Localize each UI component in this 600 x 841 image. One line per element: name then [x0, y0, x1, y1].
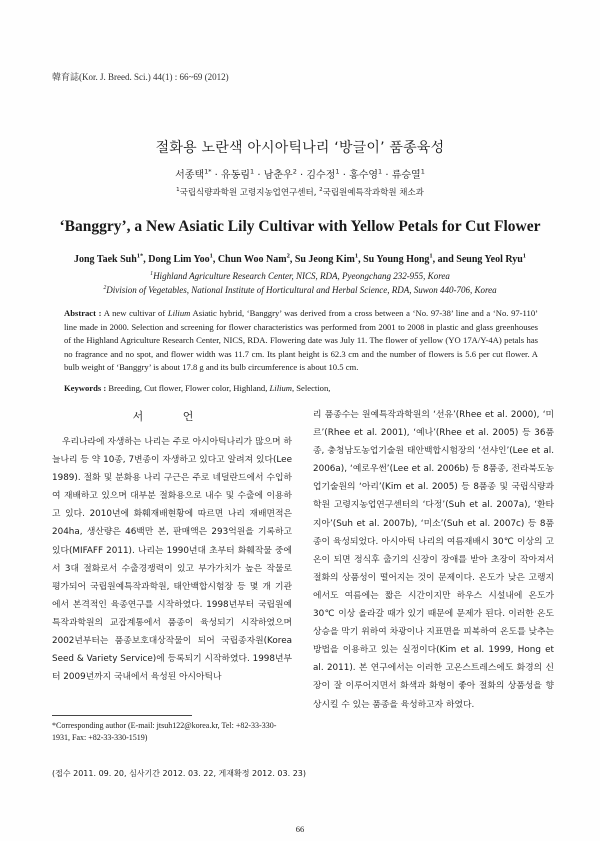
en-author-marker: 2: [286, 252, 290, 260]
abstract-genus: Lilium: [167, 308, 191, 318]
korean-author-list: [0, 166, 600, 181]
en-author-marker: 1: [429, 252, 433, 260]
keywords-text-a: Breeding, Cut flower, Flower color, Highland,: [106, 383, 270, 393]
en-author-marker: 1: [354, 252, 359, 260]
english-title: ‘Banggry’, a New Asiatic Lily Cultivar with Yellow Petals for Cut Flower: [59, 218, 541, 235]
intro-left-column: [52, 433, 292, 686]
en-author-name: Chun Woo Nam: [217, 254, 287, 265]
keywords-genus: Lilium: [269, 383, 292, 393]
journal-reference: 韓育誌(Kor. J. Breed. Sci.) 44(1) : 66~69 (2012): [52, 72, 229, 82]
affil-ko-marker-1: 1: [176, 187, 180, 194]
affil-ko-marker-2: 2: [319, 187, 323, 194]
ko-author-name: 서종택: [175, 170, 205, 181]
intro-right-column: [313, 406, 554, 714]
ko-author-name: 류승열: [391, 170, 421, 181]
en-author-separator: ,: [432, 254, 438, 265]
en-author-marker: 1: [522, 252, 527, 260]
corresponding-author-footnote: *Corresponding author (E-mail: jtsuh122@korea.kr, Tel: +82-33-330-1931, Fax: +82-33-330-1519): [52, 721, 277, 742]
ko-author-marker: 1*: [204, 167, 212, 176]
keywords-text-b: , Selection,: [291, 383, 331, 393]
affil-en-text-1: Highland Agriculture Research Center, NICS, RDA, Pyeongchang 232-955, Korea: [153, 271, 450, 281]
ko-author-marker: 1: [420, 167, 425, 176]
affil-en-marker-2: 2: [103, 285, 107, 291]
en-author-name: Su Jeong Kim: [294, 254, 355, 265]
ko-author-separator: ·: [254, 170, 264, 181]
ko-author-name: 김수정: [306, 170, 336, 181]
en-author-name: Dong Lim Yoo: [148, 254, 210, 265]
ko-author-name: 남춘우: [263, 170, 293, 181]
page-number: 66: [295, 824, 305, 834]
abstract-label: Abstract :: [64, 308, 102, 318]
ko-author-separator: ·: [296, 170, 307, 181]
english-author-list: [0, 254, 600, 265]
section-heading-introduction: 서 언: [132, 410, 212, 423]
intro-paragraph-right: 리 품종수는 원예특작과학원의 ‘선유’(Rhee et al. 2000), ‘미르’(Rhee et al. 2001), ‘예나’(Rhee et al. 2005) 등 36품종, 충청남도농업기술원 태안백합시험장의 ‘선샤인’(Lee et al. 2006a), ‘예로우썬’(Lee et al. 2006b) 등 8품종, 전라북도농업기술원의 ‘아리’(Kim et al. 2005) 등 8품종 및 국립식량과학원 고령지농업연구센터의 ‘다정’(Suh et al. 2007a), ‘환타지아’(Suh et al. 2007b), ‘미소’(Suh et al. 2007c) 등 8품종이 육성되었다. 아시아틱 나리의 여름재배시 30℃ 이상의 고온이 되면 정식후 출기의 신장이 장애를 받아 초장이 작아져서 절화의 상품성이 떨어지는 것이 문제이다. 온도가 낮은 고랭지에서도 여름에는 짧은 시간이지만 하우스 시설내에 온도가 30℃ 이상 올라갈 때가 있기 때문에 문제가 된다. 이러한 온도상승을 막기 위하여 차광이나 지표면을 피복하여 온도를 낮추는 방법을 이용하고 있는 실정이다(Kim et al. 1999, Hong et al. 2011). 본 연구에서는 이러한 고온스트레스에도 화경의 신장이 잘 이루어지면서 화색과 화형이 좋아 절화의 상품성을 향상시킬 수 있는 품종을 육성하고자 하였다.: [313, 410, 554, 710]
ko-author-marker: 1: [335, 167, 340, 176]
abstract-text-b: Asiatic hybrid, ‘Banggry’ was derived from a cross between a ‘No. 97-38’ line and a ‘No. 97-110’ line made in 2000. Selection and screening for flower characteristics was performed from 2001 to 2008 in plastic and glass greenhouses of the Highland Agriculture Research Center, NICS, RDA. Flowering date was July 11. The flower of yellow (YO 17A/Y-4A) petals has no fragrance and no spot, and flower width was 11.7 cm. Its plant height is 62.3 cm and the number of flowers is 5.6 per cut flower. A bulb weight of ‘Banggry’ is about 17.8 g and its bulb circumference is about 10.5 cm.: [64, 308, 538, 372]
english-affiliation-2: [0, 285, 600, 295]
en-author-marker: 1*: [136, 252, 144, 260]
en-author-name: Jong Taek Suh: [73, 254, 137, 265]
ko-author-marker: 2: [292, 167, 297, 176]
affil-en-marker-1: 1: [150, 271, 154, 277]
en-author-name: and Seung Yeol Ryu: [437, 254, 523, 265]
footnote-divider: [52, 715, 192, 716]
ko-author-name: 홍수영: [349, 170, 379, 181]
en-author-marker: 1: [209, 252, 213, 260]
affil-en-text-2: Division of Vegetables, National Institute of Horticultural and Herbal Science, RDA, Suwon 440-706, Korea: [106, 285, 497, 295]
en-author-separator: ,: [289, 254, 295, 265]
en-author-separator: ,: [143, 254, 149, 265]
ko-author-separator: ·: [339, 170, 350, 181]
korean-affiliations: [0, 186, 600, 198]
en-author-separator: ,: [358, 254, 364, 265]
en-author-separator: ,: [212, 254, 218, 265]
english-affiliation-1: [0, 271, 600, 281]
ko-author-marker: 1: [250, 167, 255, 176]
keywords: [64, 383, 538, 393]
abstract-text-a: A new cultivar of: [101, 308, 168, 318]
received-dates: (접수 2011. 09. 20, 심사기간 2012. 03. 22, 게재확정 2012. 03. 23): [52, 769, 306, 778]
affil-ko-text-1: 국립식량과학원 고령지농업연구센터,: [179, 188, 317, 198]
korean-title: 절화용 노란색 아시아틱나리 ‘방글이’ 품종육성: [155, 140, 445, 156]
en-author-name: Su Young Hong: [363, 254, 430, 265]
ko-author-separator: ·: [382, 170, 392, 181]
affil-ko-text-2: 국립원예특작과학원 채소과: [322, 188, 424, 198]
keywords-label: Keywords :: [64, 383, 107, 393]
ko-author-marker: 1: [378, 167, 383, 176]
abstract: [64, 307, 538, 375]
ko-author-separator: ·: [211, 170, 222, 181]
intro-paragraph-left: 우리나라에 자생하는 나리는 주로 아시아틱나리가 많으며 하늘나리 등 약 10종, 7변종이 자생하고 있다고 알려져 있다(Lee 1989). 절화 및 분화용 나리 구근은 주로 네덜란드에서 수입하여 재배하고 있으며 대부분 절화용으로 내수 및 수출에 이용하고 있다. 2010년에 화훼재배현황에 따르면 나리 재배면적은 204ha, 생산량은 46백만 본, 판매액은 293억원을 기록하고 있다(MIFAFF 2011). 나리는 1990년대 초부터 화훼작물 중에서 3대 절화로서 수출경쟁력이 있고 부가가치가 높은 작물로 평가되어 국립원예특작과학원, 태안백합시험장 등 몇 개 기관에서 본격적인 육종연구를 시작하였다. 1998년부터 국립원예특작과학원의 교잡계통에서 품종이 육성되기 시작하였으며 2002년부터는 품종보호대상작물이 되어 국립종자원(Korea Seed & Variety Service)에 등록되기 시작하였다. 1998년부터 2009년까지 국내에서 육성된 아시아틱나: [52, 437, 292, 683]
ko-author-name: 유동림: [221, 170, 251, 181]
